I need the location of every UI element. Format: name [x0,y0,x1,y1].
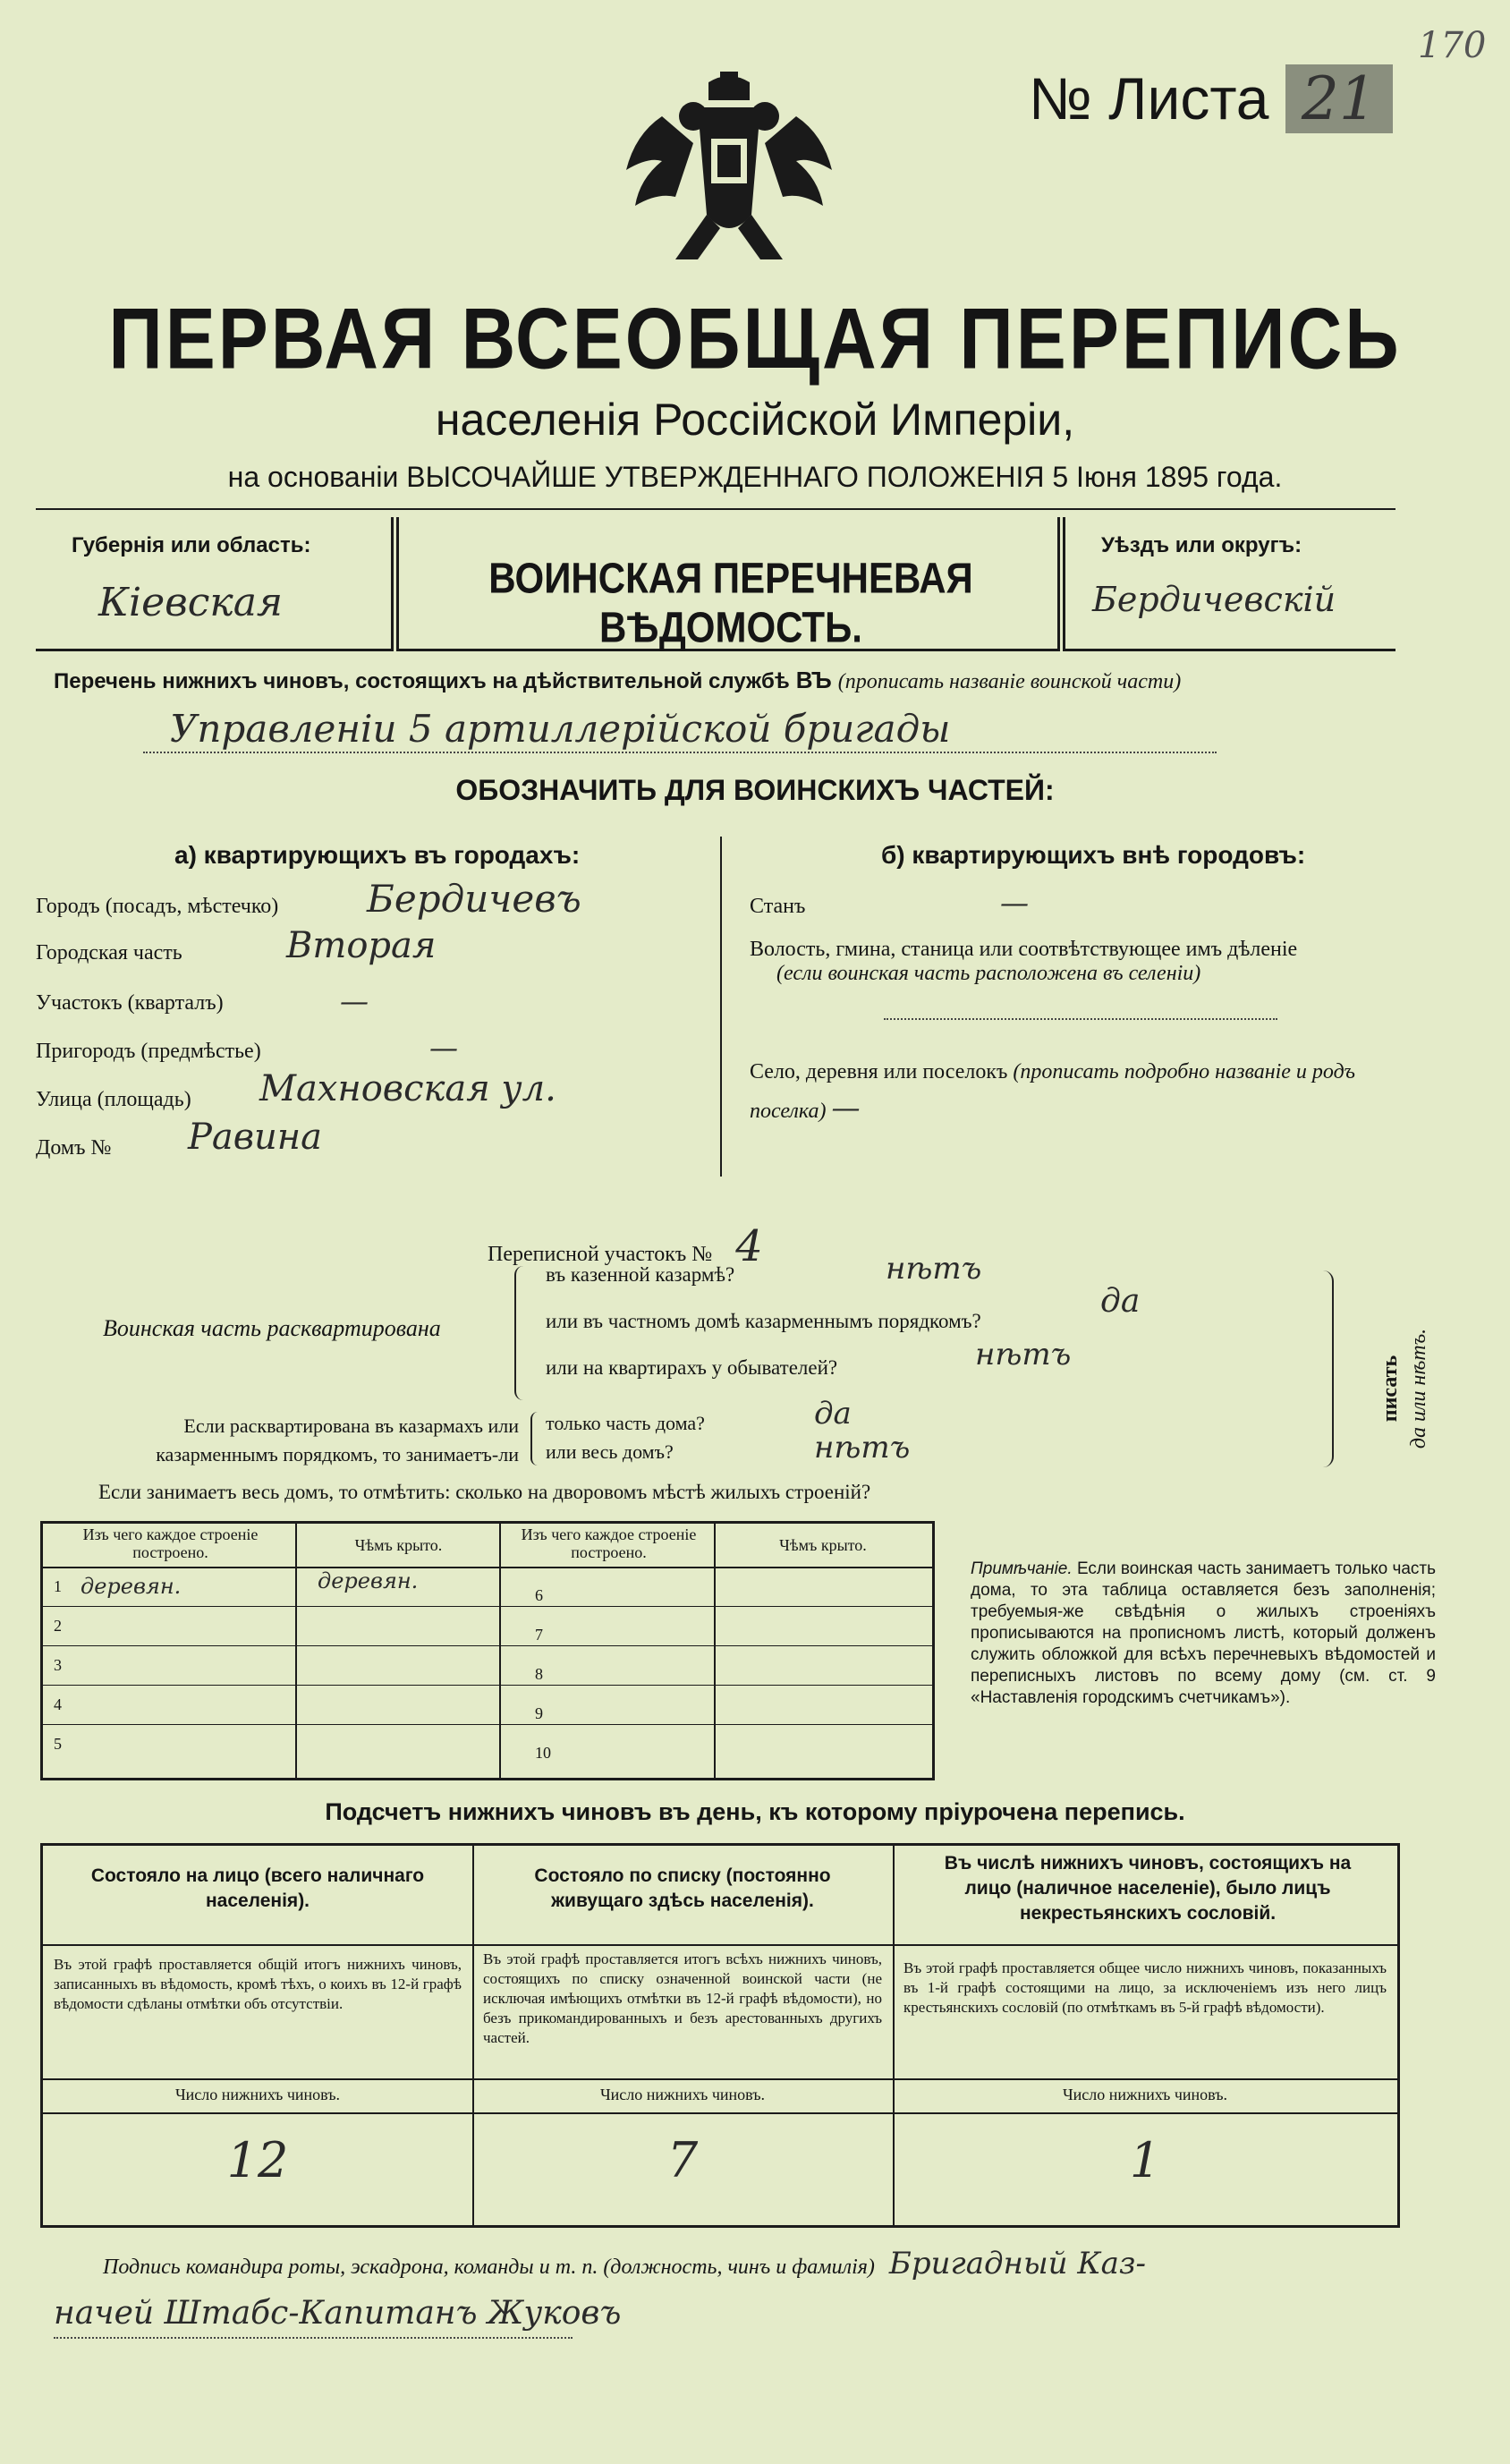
row-8-number: 8 [535,1665,543,1683]
field-precinct-label: Участокъ (кварталъ) [36,991,224,1015]
form-subtitle: населенія Россійской Имперіи, [435,395,1075,445]
buildings-row-4 [54,1695,62,1714]
field-town-label: Городъ (посадъ, мѣстечко) [36,895,279,918]
signature-line [103,2246,1463,2281]
count-desc-1: Въ этой графѣ проставляется общій итогъ нижнихъ чиновъ, записанныхъ въ вѣдомость, кромѣ тѣхъ, о коихъ въ 12-й графѣ вѣдомости сдѣланы отмѣтки объ отсутствіи. [54,1956,462,2012]
volost-line [884,1018,1277,1020]
field-precinct-value: — [340,984,369,1018]
note-title: Примѣчаніе. [971,1559,1073,1578]
quartering-q1-text: въ казенной казармѣ? [546,1263,735,1286]
if-q1-text: только часть дома? [546,1412,705,1434]
field-city-part [36,925,716,986]
signature-value-2: начей Штабс-Капитанъ Жуковъ [54,2295,622,2332]
buildings-table [40,1521,935,1780]
field-stan-label: Станъ [750,895,806,918]
province-label: Губернія или область: [72,533,311,557]
count-desc-2: Въ этой графѣ проставляется итогъ всѣхъ нижнихъ чиновъ, состоящихъ по списку означенной воинской части (не исключая имѣющихъ отмѣтки въ 12-й графѣ вѣдомости), но безъ прикомандированныхъ и безъ арестованныхъ другихъ частей. [483,1950,882,2046]
row-3-number: 3 [54,1656,62,1674]
count-foot-3: Число нижнихъ чиновъ. [1062,2086,1228,2103]
buildings-row-rule [43,1724,932,1725]
count-head-rule [43,1944,1397,1946]
signature-rule [54,2337,573,2339]
buildings-row-9 [535,1704,543,1723]
field-village-value: — [831,1091,861,1125]
unit-value: Управленіи 5 артиллерійской бригады [170,707,951,751]
row-10-number: 10 [535,1744,551,1762]
district-box [1063,517,1395,651]
unit-line [54,667,1395,695]
row-1-number: 1 [54,1577,62,1595]
buildings-row-8 [535,1665,543,1684]
province-value: Кіевская [98,580,284,625]
quartering-q2-text: или въ частномъ домѣ казарменнымъ порядкомъ? [546,1310,981,1332]
district-value: Бердичевскій [1092,580,1336,619]
unit-note: (прописать названіе воинской части) [837,670,1182,693]
buildings-col-1 [295,1524,297,1778]
row-9-number: 9 [535,1704,543,1722]
outside-heading: б) квартирующихъ внѣ городовъ: [881,841,1306,869]
buildings-col-3 [714,1524,716,1778]
buildings-row-5 [54,1735,62,1754]
unit-label-v: ВЪ [795,667,832,693]
quartering-q3-text: или на квартирахъ у обывателей? [546,1356,838,1379]
row-1-roof: деревян. [318,1568,419,1593]
field-house [36,1117,716,1181]
count-value-2: 7 [666,2132,699,2188]
quartering-label: Воинская часть расквартирована [103,1315,441,1341]
field-suburb-label: Пригородъ (предмѣстье) [36,1040,261,1063]
field-house-value: Равина [188,1117,322,1158]
row-1-material: деревян. [81,1574,182,1599]
unit-value-line [143,752,1217,753]
count-head-2: Состояло по списку (постоянно живущаго здѣсь населенія). [534,1865,831,1911]
district-label: Уѣздъ или округъ: [1101,533,1302,557]
field-street [36,1068,716,1133]
row-4-number: 4 [54,1695,62,1713]
signature-value-1: Бригадный Каз- [888,2246,1146,2281]
buildings-row-2 [54,1617,62,1636]
quartering-q2-answer: да [1100,1283,1141,1320]
double-headed-eagle-icon [608,54,850,277]
quartering-q1 [546,1251,1279,1287]
if-q2-text: или весь домъ? [546,1440,674,1463]
field-village-note: (прописать подробно названіе и родъ поселка) [750,1060,1355,1123]
buildings-note [971,1559,1436,1709]
buildings-row-rule [43,1685,932,1686]
if-label-1: Если расквартирована въ казармахъ или [183,1415,519,1437]
count-table [40,1843,1400,2228]
row-7-number: 7 [535,1626,543,1644]
count-foot-rule [43,2112,1397,2114]
buildings-row-7 [535,1626,543,1644]
buildings-head-roof-left: Чѣмъ крыто. [354,1536,443,1554]
buildings-row-10 [535,1744,551,1763]
quartering-brace [514,1266,529,1400]
form-basis: на основаніи ВЫСОЧАЙШЕ УТВЕРЖДЕННАГО ПОЛОЖЕНІЯ 5 Іюня 1895 года. [227,461,1283,493]
census-section-value: 4 [735,1221,763,1271]
sheet-number: 21 [1285,64,1393,133]
count-desc-rule [43,2078,1397,2080]
quartering-q2 [546,1283,1279,1333]
field-precinct [36,984,716,1036]
field-suburb-value: — [429,1031,458,1065]
buildings-row-3 [54,1656,62,1675]
census-section-label: Переписной участокъ № [488,1243,713,1266]
row-5-number: 5 [54,1735,62,1753]
count-foot-2: Число нижнихъ чиновъ. [599,2086,766,2103]
field-stan [750,886,1403,920]
row-6-number: 6 [535,1586,543,1604]
count-head-3: Въ числѣ нижнихъ чиновъ, состоящихъ на лицо (наличное населеніе), было лицъ некрестьянскихъ сословій. [944,1853,1352,1924]
field-volost [750,938,1403,986]
field-street-label: Улица (площадь) [36,1088,191,1111]
if-label-2: казарменнымъ порядкомъ, то занимаетъ-ли [156,1443,519,1466]
quartering-q3-answer: нѣтъ [975,1337,1072,1372]
side-note-2: да или нѣтъ. [1407,1328,1430,1449]
city-heading: а) квартирующихъ въ городахъ: [174,841,581,869]
if-q2-answer: нѣтъ [814,1430,911,1466]
field-volost-note: (если воинская часть расположена въ селеніи) [776,962,1201,985]
designate-heading: ОБОЗНАЧИТЬ ДЛЯ ВОИНСКИХЪ ЧАСТЕЙ: [455,774,1055,806]
buildings-question: Если занимаетъ весь домъ, то отмѣтить: сколько на дворовомъ мѣстѣ жилыхъ строеній? [98,1481,871,1503]
form-main-title: ПЕРВАЯ ВСЕОБЩАЯ ПЕРЕПИСЬ [108,289,1402,387]
buildings-col-2 [499,1524,501,1778]
count-title: Подсчетъ нижнихъ чиновъ въ день, къ которому пріурочена перепись. [325,1798,1185,1825]
field-town-value: Бердичевъ [367,877,581,921]
field-village-label: Село, деревня или поселокъ [750,1060,1008,1083]
field-house-label: Домъ № [36,1136,112,1160]
form-title-box [396,517,1060,651]
count-head-1: Состояло на лицо (всего наличнаго населенія). [90,1865,425,1911]
quartering-right-brace [1319,1270,1334,1467]
field-street-value: Махновская ул. [259,1068,556,1109]
signature-label: Подпись командира роты, эскадрона, команды и т. п. (должность, чинъ и фамилія) [103,2256,875,2279]
form-title: ВОИНСКАЯ ПЕРЕЧНЕВАЯ ВѢДОМОСТЬ. [488,553,973,652]
header-rule [36,508,1395,510]
if-brace [530,1412,541,1466]
buildings-row-rule [43,1606,932,1607]
buildings-head-roof-right: Чѣмъ крыто. [779,1536,867,1554]
count-value-3: 1 [1129,2132,1161,2188]
buildings-header-rule [43,1567,932,1568]
if-q2 [546,1430,1082,1466]
buildings-row-1 [54,1568,501,1599]
field-village [750,1054,1394,1129]
columns-divider [720,837,722,1177]
count-desc-3: Въ этой графѣ проставляется общее число нижнихъ чиновъ, показанныхъ въ 1-й графѣ состоящими на лицо, за исключеніемъ изъ него лицъ крестьянскихъ сословій (по отмѣткамъ въ 5-й графѣ вѣдомости). [903,1959,1387,2016]
buildings-row-rule [43,1645,932,1646]
quartering-q1-answer: нѣтъ [886,1251,982,1287]
corner-number: 170 [1418,25,1487,66]
if-q1-answer: да [814,1396,852,1432]
count-value-1: 12 [226,2132,289,2188]
province-box [36,517,394,651]
quartering-q3 [546,1337,1279,1380]
if-quartering-label [54,1412,519,1469]
sheet-number-block [1029,64,1393,133]
note-text: Если воинская часть занимаетъ только часть дома, то эта таблица оставляется безъ заполненія; требуемыя-же свѣдѣнія о жилыхъ строеніяхъ прописываются на прописномъ листѣ, который долженъ служить обложкой для всѣхъ перечневыхъ вѣдомостей и переписныхъ листовъ по всему дому (см. ст. 9 «Наставленія городскимъ счетчикамъ»). [971,1559,1437,1707]
row-2-number: 2 [54,1617,62,1635]
buildings-head-material-left: Изъ чего каждое строеніе построено. [82,1525,259,1561]
side-note-1: писать [1379,1355,1402,1423]
field-volost-label: Волость, гмина, станица или соотвѣтствующее имъ дѣленіе [750,938,1298,961]
buildings-head-material-right: Изъ чего каждое строеніе построено. [521,1525,697,1561]
field-stan-value: — [1000,886,1029,920]
field-city-part-value: Вторая [286,925,437,966]
sheet-label: № Листа [1029,65,1269,132]
field-city-part-label: Городская часть [36,941,182,964]
unit-label: Перечень нижнихъ чиновъ, состоящихъ на дѣйствительной службѣ [54,669,790,693]
buildings-row-6 [535,1586,543,1605]
count-foot-1: Число нижнихъ чиновъ. [174,2086,341,2103]
side-note [1376,1290,1433,1487]
top-boxes [36,517,1395,651]
